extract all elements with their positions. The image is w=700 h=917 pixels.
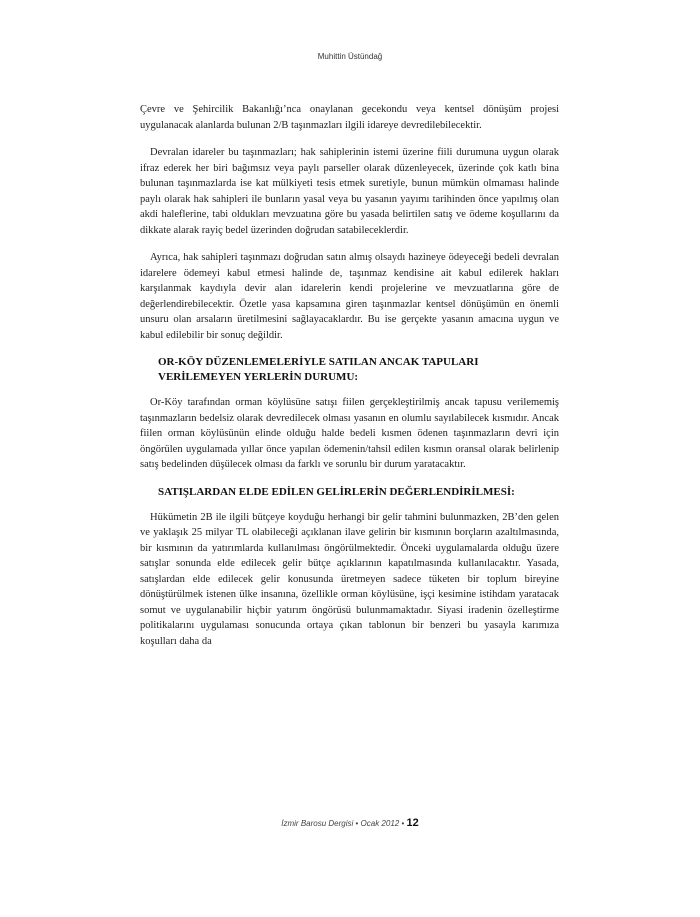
page-footer	[0, 817, 700, 829]
section-heading-gelirler: SATIŞLARDAN ELDE EDİLEN GELİRLERİN DEĞERLENDİRİLMESİ:	[158, 485, 515, 498]
running-head-author: Muhittin Üstündağ	[317, 52, 383, 61]
page-number: 12	[406, 817, 419, 829]
footer-separator: •	[399, 819, 407, 828]
paragraph-3: Ayrıca, hak sahipleri taşınmazı doğrudan satın almış olsaydı hazineye ödeyeceği bedeli devralan idarelere ödemeyi kabul etmesi halinde de, taşınmaz kendisine ait kabul edilerek hakları karşılanmak kaydıyla devir alan idarelerin kendi projelerine ve mevzuatlarına göre de değerlendirebilecektir. Özetle yasa kapsamına giren taşınmazlar kentsel dönüşümün en önemli unsuru olan arsaların üretilmesini sağlayacaklardır. Bu ise gerçekte yasanın amacına uygun ve kabul edilebilir bir sonuç değildir.	[140, 252, 559, 341]
paragraph-4: Or-Köy tarafından orman köylüsüne satışı fiilen gerçekleştirilmiş ancak tapusu verilememiş taşınmazların bedelsiz olarak devredilecek olması yasanın en olumlu sayılabilecek kısmıdır. Ancak fiilen orman köylüsünün elinde olduğu halde bedeli kısmen ödenen taşınmazların devri için öngörülen uygulamada yıllar önce yapılan ödemenin/tahsil edilen kısmın oransal olarak belirlenip satış bedelinden düşülecek olması da farklı ve sorunlu bir durum yaratacaktır.	[140, 397, 559, 470]
footer-separator: •	[353, 819, 361, 828]
paragraph-2: Devralan idareler bu taşınmazları; hak sahiplerinin istemi üzerine fiili durumuna uygun olarak ifraz ederek her biri bağımsız veya paylı parseller olarak düzenleyecek, üzerinde çok katlı bina bulunan taşınmazlarda ise kat mülkiyeti tesis etmek suretiyle, bunun mümkün olmaması halinde paylı olarak hak sahipleri ile bunların yasal veya bu yasanın yayımı tarihinden önce yapılmış olan akdi haleflerine, tabi oldukları mevzuatına göre bu yasada belirtilen satış ve ödeme koşullarını da dikkate alarak rayiç bedel üzerinden doğrudan satabileceklerdir.	[140, 147, 559, 236]
article-body	[140, 102, 559, 661]
footer-journal-name: İzmir Barosu Dergisi	[281, 819, 354, 828]
section-heading-or-koy: OR-KÖY DÜZENLEMELERİYLE SATILAN ANCAK TAPULARI VERİLEMEYEN YERLERİN DURUMU:	[158, 356, 479, 383]
paragraph-1: Çevre ve Şehircilik Bakanlığı’nca onaylanan gecekondu veya kentsel dönüşüm projesi uygulanacak alanlarda bulunan 2/B taşınmazları ilgili idareye devredilebilecektir.	[140, 104, 559, 131]
paragraph-5: Hükümetin 2B ile ilgili bütçeye koyduğu herhangi bir gelir tahmini bulunmazken, 2B’den gelen ve yaklaşık 25 milyar TL olabileceği açıklanan ilave gelirin bir kısmının borçların azaltılmasında, bir kısmının da yatırımlarda kullanılması öngörülmektedir. Önceki uygulamalarda olduğu üzere satışlar sonunda elde edilecek gelir bütçe açıklarının kapatılmasında kullanılacaktır. Yasada, satışlardan elde edilecek gelir konusunda üretmeyen sadece tüketen bir toplum bireyine dönüştürülmek istenen ülke insanına, özellikle orman köylüsüne, işçi kesimine istihdam yaratacak somut ve uygulanabilir hiçbir yatırım öngörüsü bulunmamaktadır. Siyasi iradenin özelleştirme politikalarını uygulaması sonucunda ortaya çıkan tablonun bir benzeri bu yasayla karımıza koşulları daha da	[140, 511, 559, 647]
footer-issue: Ocak 2012	[360, 819, 400, 828]
